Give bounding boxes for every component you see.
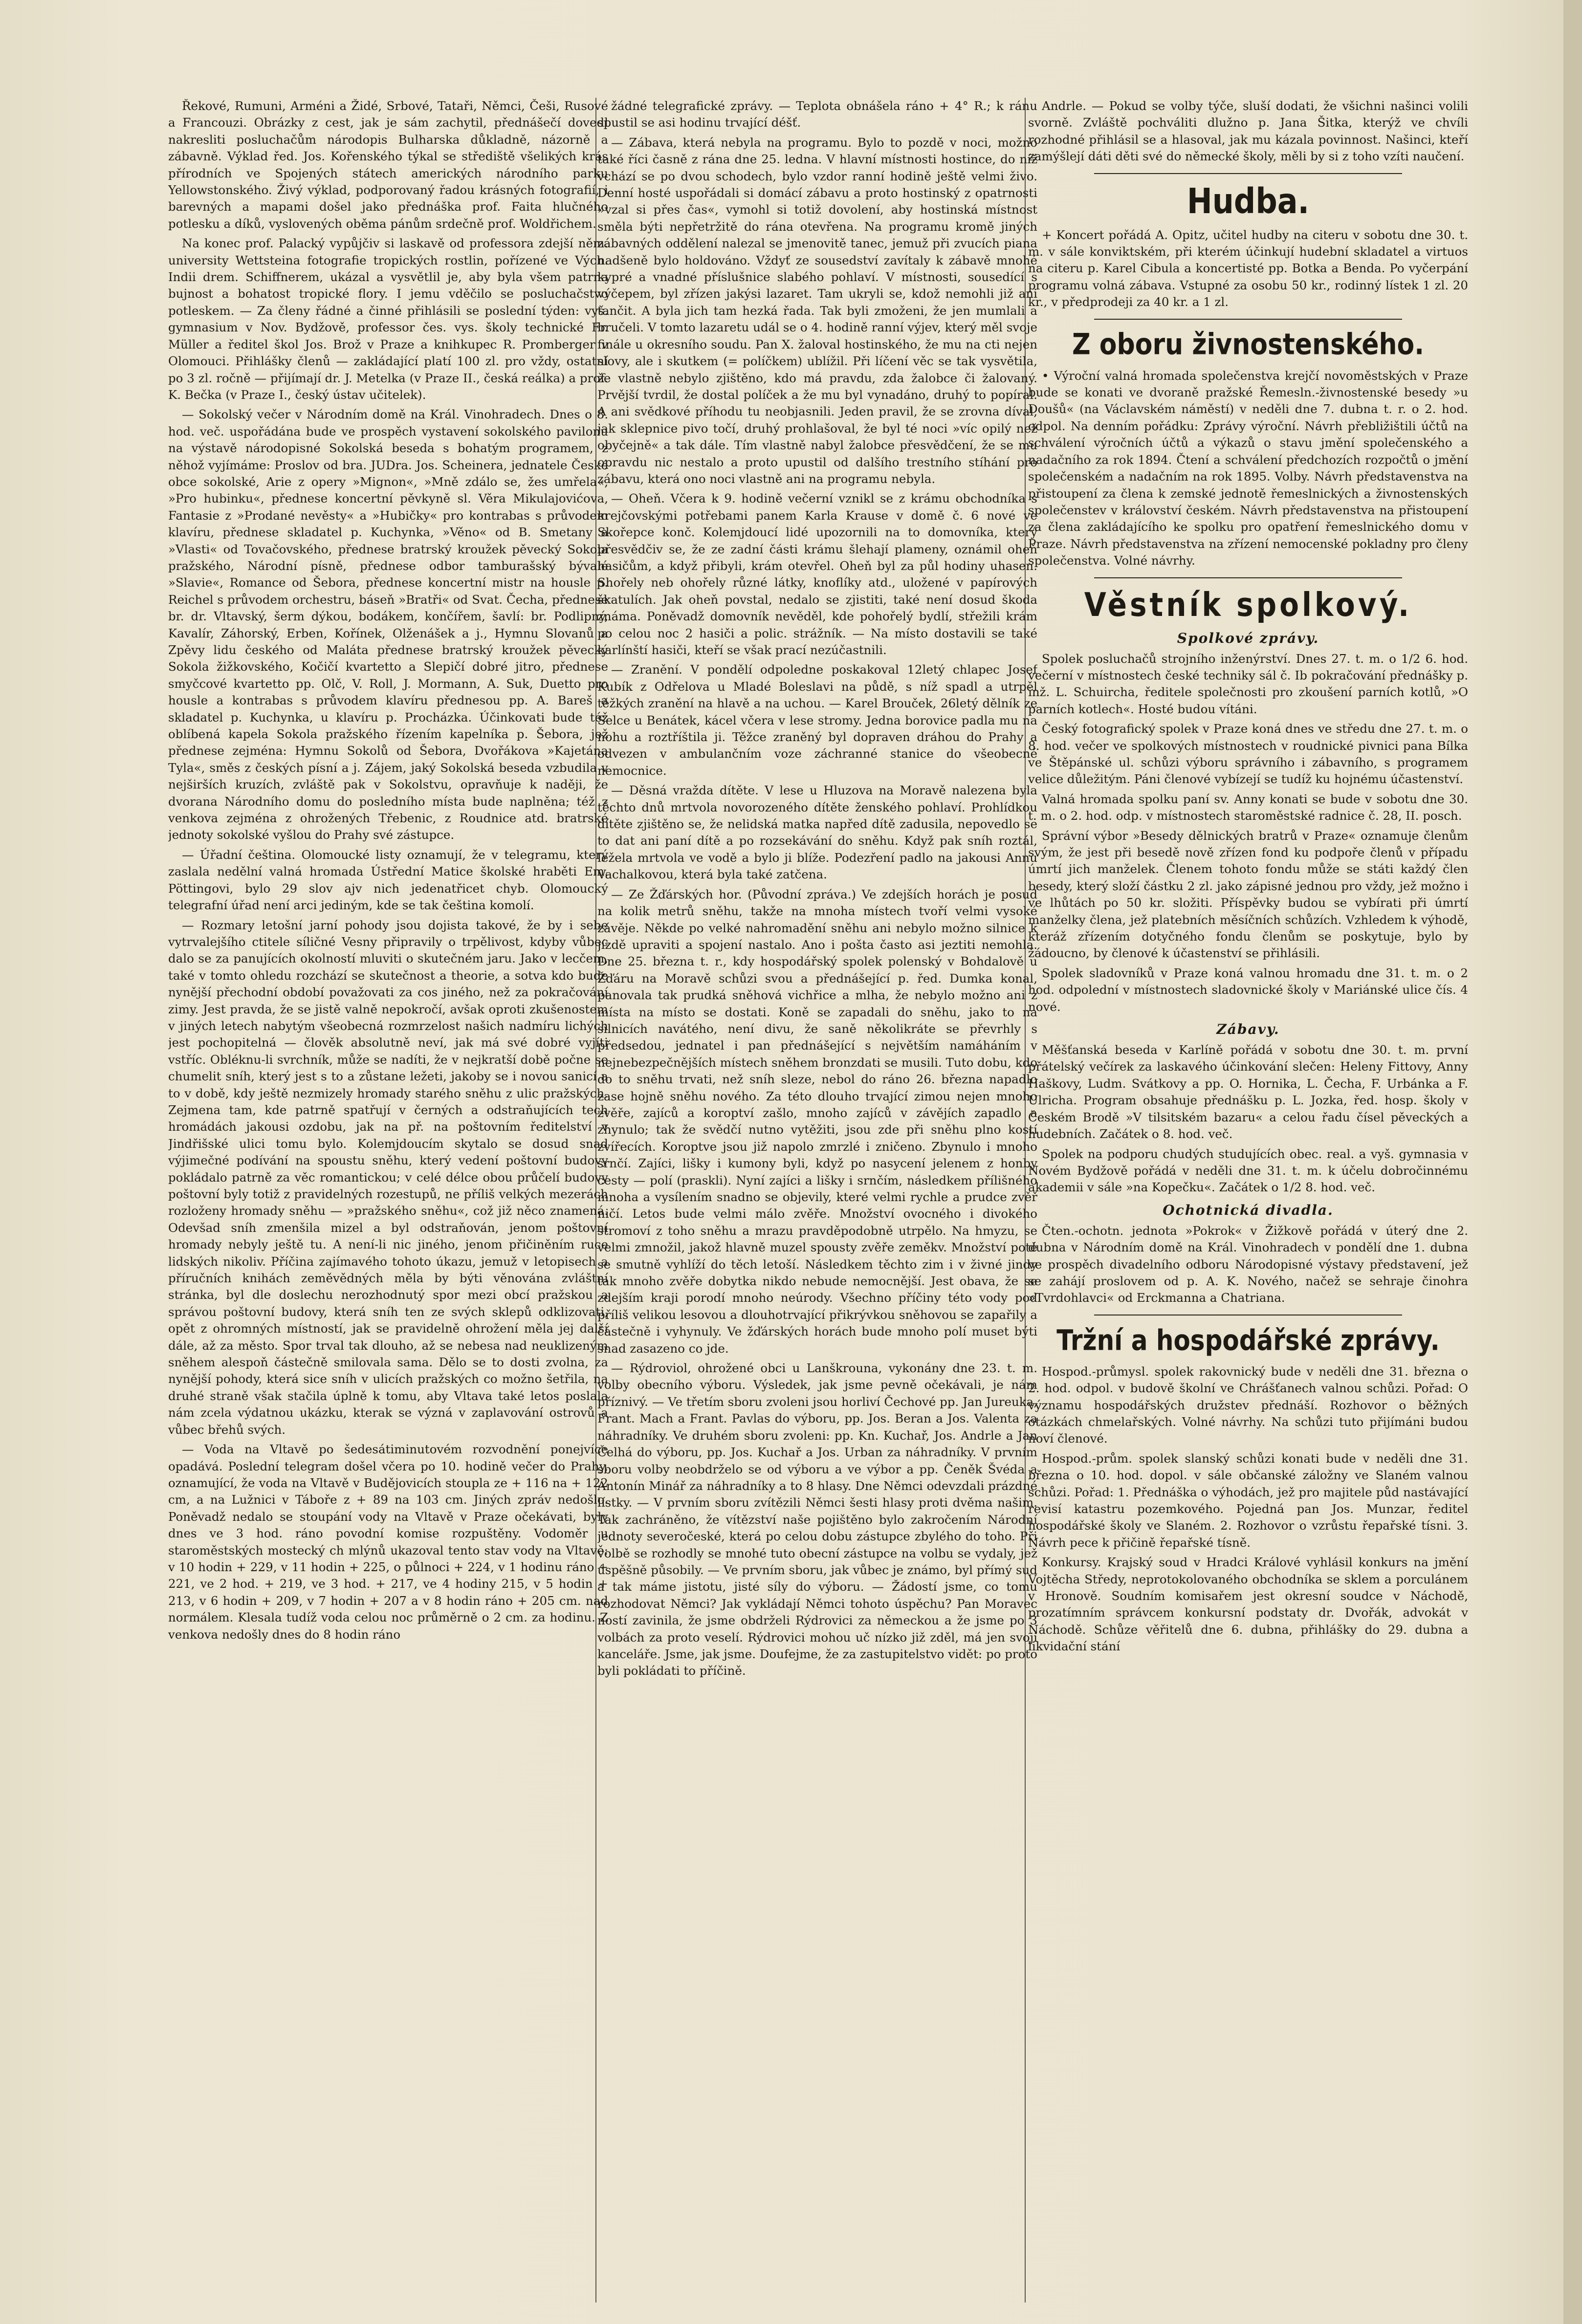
column-right — [1028, 98, 1468, 2298]
article-official-czech: — Úřadní čeština. Olomoucké listy oznamují, že v telegramu, který zaslala nedělní valná hromada Ústřední Matice školské hraběti Em. Pöttingovi, bylo 29 slov ajv nich jedenatřicet chyb. Olomoucký telegrafní úřad není arci jediným, kde se tak čeština komolí. — [168, 847, 608, 913]
article-tailors-assembly: • Výroční valná hromada společenstva krejčí novoměstských v Praze bude se konati ve dvoraně pražské Řemesln.-živnostenské besedy »u Doušů« (na Václavském náměstí) v neděli dne 7. dubna t. r. o 2. hod. odpol. Na denním pořádku: Zprávy výroční. Návrh přebližištili účtů na schválení výročních účtů a výkazů o stavu jmění společenského a nadačního za rok 1894. Čtení a schválení předchozích rozpočtů o jmění společenském a nadačním na rok 1895. Volby. Návrh představenstva na přistoupení za člena k zemské jednotě řemeslnických a živnostenských společenstev v království českém. Návrh představenstva na přistoupení za člena zakládajícího ke spolku pro opatření řemeslnického domu v Praze. Návrh představenstva na zřízení nemocenské pokladny pro členy společenstva. Volné návrhy. — [1028, 368, 1468, 568]
club-notice: Spolek sladovníků v Praze koná valnou hromadu dne 31. t. m. o 2 hod. odpolední v místnostech sladovnické školy v Mariánské ulice čís. 4 nové. — [1028, 965, 1468, 1014]
market-notice: Hospod.-průmysl. spolek rakovnický bude v neděli dne 31. března o 2. hod. odpol. v budově školní ve Chrášťanech valnou schůzi. Pořad: O významu hospodářských družstev přednáší. Rozhovor o běžných otázkách chmelařských. Volné návrhy. Na schůzi tuto přijímáni budou noví členové. — [1028, 1364, 1468, 1446]
subheading-amateur-theatres: Ochotnická divadla. — [1163, 1202, 1334, 1218]
column-middle — [597, 98, 1037, 2298]
entertainment-notice: Spolek na podporu chudých studujících obec. real. a vyš. gymnasia v Novém Bydžově pořádá v neděli dne 31. t. m. k účelu dobročinnému akademii v sále »na Kopečku«. Začátek o 1/2 8. hod. več. — [1028, 1146, 1468, 1195]
article-child-murder: — Děsná vražda dítěte. V lese u Hluzova na Moravě nalezena byla těchto dnů mrtvola novorozeného dítěte ženského pohlaví. Prohlídkou dítěte zjištěno se, že nelidská matka napřed dítě zadusila, nepovedlo se to dat ani paní dítě a po rozsekávání do sněhu. Když pak sníh roztál, ležela mrtvola ve vodě a bylo ji blíže. Podezření padlo na jakousi Annu Vachalkovou, která byla také zatčena. — [597, 783, 1037, 882]
article-paragraph: žádné telegrafické zprávy. — Teplota obnášela ráno + 4° R.; k ránu spustil se asi hodinu trvající déšť. — [597, 99, 1037, 130]
column-left — [168, 98, 608, 2298]
article-spring-weather: — Rozmary letošní jarní pohody jsou dojista takové, že by i sebe vytrvalejšího ctitele síličné Vesny připravily o trpělivost, kdyby vůbec dalo se za panujících okolností mluviti o skutečném jaru. Jako v lecčem, také v tomto ohledu rozchází se skutečnost a theorie, a sotva kdo bude nynější přechodní období považovati za cos jiného, než za pokračování zimy. Jest pravda, že se jistě valně nepokročí, avšak oproti zkušenostem v jiných letech nabytým všeobecná rozmrzelost našich nadmíru lichých jest pochopitelná — člověk absolutně neví, jak má své dobré vyjíti vstříc. Obléknu-li svrchník, může se nadíti, že v nejkratší době počne se chumelit sníh, který jest s to a zůstane ležeti, jakoby se i novou sanicí a to v době, kdy ještě nezmizely hromady starého sněhu z ulic pražských. Zejmena tam, kde patrně spatřují v černých a odstraňujících tech hromádách jakousi ozdobu, jak na př. na poštovním ředitelství v Jindřišské ulici tomu bylo. Kolemjdoucím skytalo se dosud snad výjimečné podívání na spoustu sněhu, který vedení poštovní budovy pokládalo patrně za věc romantickou; v celé délce obou průčelí budovy poštovní byly totiž z pravidelných rozestupů, ne příliš velkých mezerách rozloženy hromady sněhu — »pražského sněhu«, což již něco znamená. Odevšad sníh zmenšila mizel a byl odstraňován, jenom poštovní hromady nebyly ještě tu. A není-li nic jiného, jenom přičiněním ruce lidských nikoliv. Příčina zajímavého tohoto úkazu, jemuž v letopisech a příručních knihách zeměvědných měla by býti věnována zvláštní stránka, byl dle doslechu nerozhodnutý spor mezi obcí pražskou a správou poštovní budovy, která sníh ten ze svých sklepů odklizovati, opět z ohromných místností, jak se pravidelně ohrožení měla jej další dále, až za město. Spor trval tak dlouho, až se nebesa nad neuklizeným sněhem alespoň částečně smilovala sama. Dělo se to dosti zvolna, za nynější pohody, která sice sníh v ulicích pražských co možno šetřila, na druhé straně však stačila úplně k tomu, aby Vltava také letos poslala nám zcela výdatnou ukázku, kterak se význá v zaplavování ostrovů a vůbec břehů svých. — [168, 918, 608, 1437]
market-notice: Konkursy. Krajský soud v Hradci Králové vyhlásil konkurs na jmění Vojtěcha Středy, neprotokolovaného obchodníka se sklem a porculánem v Hronově. Soudním komisařem jest okresní soudce v Náchodě, prozatímním správcem konkursní podstaty dr. Dvořák, advokát v Náchodě. Schůze věřitelů dne 6. dubna, přihlášky do 29. dubna a likvidační stání — [1028, 1555, 1468, 1654]
article-paragraph: Řekové, Rumuni, Arméni a Židé, Srbové, Tataři, Němci, Češi, Rusové a Francouzi. Obrázky z cest, jak je sám zachytil, přednášečí dovedl nakresliti posluchačům národopis Bulharska důkladně, názorně a zábavně. Výklad řed. Jos. Kořenského týkal se střediště všelikých krás přírodních ve Spojených státech amerických národního parku Yellowstonského. Živý výklad, podporovaný řadou krásných fotografií, i barevných a mapami došel jako přednáška prof. Faita hlučného potlesku a díků, vyslovených oběma pánům srdečně prof. Woldřichem. — [168, 99, 608, 231]
market-notice: Hospod.-prům. spolek slanský schůzi konati bude v neděli dne 31. března o 10. hod. dopol. v sále občanské záložny ve Slaném valnou schůzi. Pořad: 1. Přednáška o výhodách, jež pro majitele půd nastávající revisí katastru pozemkového. Pojedná pan Jos. Munzar, ředitel hospodářské školy ve Slaném. 2. Rozhovor o vzrůstu řepařské tísni. 3. Návrh pece k přičině řepařské tísně. — [1028, 1451, 1468, 1550]
article-zdar-mountains: — Ze Žďárských hor. (Původní zpráva.) Ve zdejších horách je posud na kolik metrů sněhu, takže na mnoha místech tvoří velmi vysoké závěje. Někde po velké nahromadění sněhu ani nebylo možno silnice k jízdě upraviti a spojení nastalo. Ano i pošta často asi jeztiti nemohla. Dne 25. března t. r., kdy hospodářský spolek polenský v Bohdalově u Žďáru na Moravě schůzi svou a přednášející p. řed. Dumka konal, panovala tak prudká sněhová vichřice a mlha, že nebylo možno ani z místa na místo se dostati. Koně se zapadali do sněhu, jako to na silnicích navátého, není divu, že saně několikráte se převrhly s předsedou, jednatel i pan přednášející s největším namáháním v nejnebezpečnějších místech sněhem bronzdati se musili. Tuto dobu, kdo do to sněhu trvati, než sníh sleze, nebol do ráno 26. března napadlo zase hojně sněhu nového. Za této dlouho trvající zimou nejen mnoho zvěře, zajíců a koroptví zašlo, mnoho zajíců v závějích zapadlo a zhynulo; tak že svědčí nutno vytěžiti, jsou zde při sněhu plno kostí zvířecích. Koroptve jsou již napolo zmrzlé i zničeno. Zbynulo i mnoho srnčí. Zajíci, lišky i kumony byli, když po nasycení jelenem z honby cesty — polí (praskli). Nyní zajíci a lišky i srnčím, následkem přílišného mnoha a vysílením snadno se objevily, které velmi rychle a prudce zvěř ničí. Letos bude velmi málo zvěře. Množství ovocného i divokého stromoví z toho sněhu a mrazu pravděpodobně utrpělo. Na hmyzu, se velmi zmnožil, jakož hlavně muzel spousty zvěře zeměkv. Množství poté se smutně vyhlíží do těch letoší. Následkem těchto zim i v živné jindy tak mnoho zvěře dobytka nikdo nebude nemocnější. Jest obava, že se zdejším kraji porodí mnoho neúrody. Všechno příčiny této vody pod příliš velikou lesovou a dlouhotrvající přikrývkou sněhovou se zapařily a částečně i vyhynuly. Ve žďárských horách bude mnoho polí muset býti snad zasazeno co jde. — [597, 887, 1037, 1356]
section-heading-clubs: Věstník spolkový. — [1084, 585, 1412, 624]
subheading-club-news: Spolkové zprávy. — [1177, 630, 1319, 646]
subheading-entertainments: Zábavy. — [1216, 1021, 1280, 1038]
section-divider — [1094, 577, 1402, 578]
article-rydroviol-elections: — Rýdroviol, ohrožené obci u Lanškrouna, vykonány dne 23. t. m. volby obecního výboru. Výsledek, jak jsme pevně očekávali, je nám příznivý. — Ve třetím sboru zvoleni jsou horliví Čechové pp. Jan Jureuka, Frant. Mach a Frant. Pavlas do výboru, pp. Jos. Beran a Jos. Valenta za náhradníky. Ve druhém sboru zvoleni: pp. Kn. Kuchař, Jos. Andrle a Jan Čelhá do výboru, pp. Jos. Kuchař a Jos. Urban za náhradníky. V prvním sboru volby neobdrželo se od výboru a ve výbor a pp. Čeněk Švéda a Antonín Minář za náhradníky a to 8 hlasy. Dne Němci odevzdali prázdné lístky. — V prvním sboru zvítězili Němci šesti hlasy proti dvěma našim. Tak zachráněno, že vítězství naše pojištěno bylo zakročením Národní jednoty severočeské, která po celou dobu zástupce zbylého do toho. Při volbě se rozhodly se mnohé tuto obecní zástupce na volbu se vydaly, jež úspěšně působily. — Ve prvním sboru, jak vůbec je známo, byl přímý sud a tak máme jistotu, jisté síly do výboru. — Žádostí jsme, co tomu rozhodovat Němci? Jak vykládají Němci tohoto úspěchu? Pan Moravec ností zavinila, že jsme obdrželi Rýdrovici za německou a že jsme po 3 volbách za proto veselí. Rýdrovici mohou uč nízko již zděl, má jen svoji kanceláře. Jsme, jak jsme. Doufejme, že za zastupitelstvo vidět: po proto byli pokládati to příčině. — [597, 1361, 1037, 1678]
entertainment-notice: Měšťanská beseda v Karlíně pořádá v sobotu dne 30. t. m. první přátelský večírek za laskavého účinkování slečen: Heleny Fittovy, Anny Haškovy, Ludm. Svátkovy a pp. O. Hornika, L. Čecha, F. Urbánka a F. Ulricha. Program obsahuje přednášku p. L. Jozka, řed. hosp. školy v Českém Brodě »V tilsitském bazaru« a celou řadu čísel pěveckých a hudebních. Začátek o 8. hod. več. — [1028, 1043, 1468, 1141]
club-notice: Valná hromada spolku paní sv. Anny konati se bude v sobotu dne 30. t. m. o 2. hod. odp. v místnostech staroměstské radnice č. 28, II. posch. — [1028, 791, 1468, 823]
article-injuries: — Zranění. V pondělí odpoledne poskakoval 12letý chlapec Josef Kubík z Odřelova u Mladé Boleslavi na půdě, s níž spadl a utrpěl těžkých zranění na hlavě a na uchou. — Karel Brouček, 26letý dělník ze Selce u Benátek, kácel včera v lese stromy. Jedna borovice padla mu na nohu a roztříštila ji. Těžce zraněný byl dopraven dráhou do Prahy a odvezen v ambulančním voze záchranné stanice do všeobecné nemocnice. — [597, 662, 1037, 778]
section-heading-trade: Z oboru živnostenského. — [1072, 328, 1424, 362]
article-paragraph: Na konec prof. Palacký vypůjčiv si laskavě od professora zdejší něm. university Wettsteina fotografie tropických rostlin, pořízené ve Vých. Indii drem. Schiffnerem, ukázal a vysvětlil je, aby byla všem patrna bujnost a bohatost tropické flory. I jemu vděčilo se posluchačstvo potleskem. — Za členy řádné a činné přihlásili se poslední týden: vyš. gymnasium v Nov. Bydžově, professor čes. vys. školy technické Fr. Müller a ředitel škol Jos. Brož v Praze a knihkupec R. Promberger v Olomouci. Přihlášky členů — zakládající platí 100 zl. pro vždy, ostatní po 3 zl. ročně — přijímají dr. J. Metelka (v Praze II., česká reálka) a prof. K. Bečka (v Praze I., český ústav učitelek). — [168, 236, 608, 402]
theatre-notice: Čten.-ochotn. jednota »Pokrok« v Žižkově pořádá v úterý dne 2. dubna v Národním domě na Král. Vinohradech v pondělí dne 1. dubna ve prospěch divadelního odboru Národopisné výstavy představení, jež se zahájí proslovem od p. A. K. Nového, načež se sehraje činohra »Tvrdohlavci« od Erckmanna a Chatriana. — [1028, 1223, 1468, 1305]
club-notice: Spolek posluchačů strojního inženýrství. Dnes 27. t. m. o 1/2 6. hod. večerní v místnostech české techniky sál č. Ib pokračování přednášky p. inž. L. Schuircha, ředitele společnosti pro zkoušení parních kotlů, »O parních kotlech«. Hosté budou vítáni. — [1028, 651, 1468, 716]
section-divider — [1094, 173, 1402, 174]
section-divider — [1094, 319, 1402, 320]
article-vltava-water: — Voda na Vltavě po šedesátiminutovém rozvodnění ponejvíce opadává. Poslední telegram došel včera po 10. hodině večer do Prahy, oznamující, že voda na Vltavě v Budějovicích stoupla ze + 116 na + 122 cm, a na Lužnici v Táboře z + 89 na 103 cm. Jiných zpráv nedošlo. Poněvadž nedalo se stoupání vody na Vltavě v Praze očekávati, byly dnes ve 3 hod. ráno povodní komise rozpuštěny. Vodoměr u staroměstských mostecký ch mlýnů ukazoval tento stav vody na Vltavě: v 10 hodin + 229, v 11 hodin + 225, o půlnoci + 224, v 1 hodinu ráno + 221, ve 2 hod. + 219, ve 3 hod. + 217, ve 4 hodiny 215, v 5 hodin + 213, v 6 hodin + 209, v 7 hodin + 207 a v 8 hodin ráno + 205 cm. nad normálem. Klesala tudíž voda celou noc průměrně o 2 cm. za hodinu. Z venkova nedošly dnes do 8 hodin ráno — [168, 1442, 608, 1642]
club-notice: Český fotografický spolek v Praze koná dnes ve středu dne 27. t. m. o 8. hod. večer ve spolkových místnostech v roudnické pivnici pana Bílka ve Štěpánské ul. schůzi výboru správního i zábavního, s programem velice důležitým. Páni členové vybízejí se tudíž ku hojnému účastenství. — [1028, 722, 1468, 787]
article-concert: + Koncert pořádá A. Opitz, učitel hudby na citeru v sobotu dne 30. t. m. v sále konviktském, při kterém účinkují hudební skladatel a virtuos na citeru p. Karel Cibula a koncertisté pp. Botka a Benda. Po vyčerpání programu volná zábava. Vstupné za osobu 50 kr., rodinný lístek 1 zl. 20 kr., v předprodeji za 40 kr. a 1 zl. — [1028, 227, 1468, 309]
article-sokol-evening: — Sokolský večer v Národním domě na Král. Vinohradech. Dnes o 8. hod. več. uspořádána bude ve prospěch vystavení sokolského pavilonu na výstavě národopisné Sokolská beseda s bohatým programem, z něhož vyjímáme: Proslov od bra. JUDra. Jos. Scheinera, jednatele České obce sokolské, Arie z opery »Mignon«, »Mně zdálo se, žes umřela«, »Pro hubinku«, přednese koncertní pěvkyně sl. Věra Mikulajovićova, Fantasie z »Prodané nevěsty« a »Hubičky« pro kontrabas s průvodem klavíru, přednese skladatel p. Kuchynka, »Věno« od B. Smetany a »Vlasti« od Tovačovského, přednese bratrský kroužek pěvecký Sokola pražského, Národní písně, přednese odbor tamburašský bývalé »Slavie«, Romance od Šebora, přednese koncertní mistr na housle p. Reichel s průvodem orchestru, báseň »Bratři« od Svat. Čecha, přednese br. dr. Vltavský, šerm dýkou, bodákem, končířem, šavlí: br. Podlipný, Kavalír, Záhorský, Erben, Kořínek, Olženášek a j., Hymnu Slovanů a Zpěvy lidu českého od Maláta přednese bratrský kroužek pěvecký Sokola žižkovského, Kočičí kvartetto a Slepičí dobré jitro, přednese smyčcové kvartetto pp. Olč, V. Roll, J. Mormann, A. Suk, Duetto pro housle a kontrabas s průvodem klavíru přednesou pp. A. Bareš a skladatel p. Kuchynka, u klavíru p. Procházka. Účinkovati bude též oblíbená kapela Sokola pražského řízením kapelníka p. Šebora, jež přednese zejména: Hymnu Sokolů od Šebora, Dvořákova »Kajetána Tyla«, směs z českých písní a j. Zájem, jaký Sokolská beseda vzbudila v nejširších kruzích, zvláště pak v Sokolstvu, opravňuje k naději, že dvorana Národního domu do posledního místa bude naplněna; též z venkova zejména z ohrožených Třebenic, z Roudnice atd. bratrské jednoty sokolské vyšlou do Prahy své zástupce. — [168, 407, 608, 842]
section-heading-music: Hudba. — [1186, 180, 1310, 222]
article-entertainment: — Zábava, která nebyla na programu. Bylo to pozdě v noci, možno také říci časně z rána dne 25. ledna. V hlavní místnosti hostince, do níž vchází se po dvou schodech, bylo vzdor ranní hodině ještě velmi živo. Denní hosté uspořádali si domácí zábavu a proto hostinský z opatrnosti »vzal si přes čas«, vymohl si totiž dovolení, aby hostinská místnost směla býti nepřetržitě do rána otevřena. Na programu kromě jiných zábavných oddělení nalezal se jmenovitě tanec, jemuž při zvucích piana nadšeně bylo holdováno. Vždyť ze sousedství zavítaly k zábavě mnohé kypré a vnadné příslušnice slabého pohlaví. V místnosti, sousedící s výčepem, byl zřízen jakýsi lazaret. Tam ukryli se, kdož nemohli již ani tančit. A byla jich tam hezká řada. Tak byli zmoženi, že jen mumlali a bručeli. V tomto lazaretu udál se o 4. hodině ranní výjev, který měl svoje finále u okresního soudu. Pan X. žaloval hostinského, že mu na cti nejen slovy, ale i skutkem (= políčkem) ublížil. Při líčení věc se tak vysvětila, že vlastně nebylo zjištěno, kdo má pravdu, zda žalobce či žalovaný. Prvější tvrdil, že dostal políček a že mu byl vynadáno, druhý to popíral. A ani svědkové příhodu tu neobjasnili. Jeden pravil, že se zrovna díval, jak sklepnice pivo točí, druhý prohlašoval, že byl té noci »víc opilý než obyčejně« a tak dále. Tím vlastně nabyl žalobce přesvědčení, že se mu opravdu nic nestalo a proto upustil od dalšího trestního stíhání pro zábavu, která ono noci vlastně ani na programu nebyla. — [597, 135, 1037, 486]
club-notice: Správní výbor »Besedy dělnických bratrů v Praze« oznamuje členům svým, že jest při besedě nově zřízen fond ku podpoře členů v případu úmrtí jich manželek. Členem tohoto fondu může se státi každý člen besedy, který složí částku 2 zl. jako zápisné jednou pro vždy, jež možno i ve lhůtách po 50 kr. složiti. Příspěvky budou se vybírati při úmrtí manželky člena, jež platebních měsíčních schůzích. Vzhledem k výhodě, kteráž zřízením dotyčného fondu členům se poskytuje, bylo by žádoucno, by členové k účastenství se přihlásili. — [1028, 828, 1468, 961]
article-paragraph: Andrle. — Pokud se volby týče, sluší dodati, že všichni našinci volili svorně. Zvláště pochváliti dlužno p. Jana Šitka, kterýž ve chvíli rozhodné přihlásil se a hlasoval, jak mu kázala povinnost. Našinci, kteří zamýšlejí dáti děti své do německé školy, měli by si z toho vzíti naučení. — [1028, 99, 1468, 164]
page-edge — [1563, 0, 1582, 2324]
article-fire: — Oheň. Včera k 9. hodině večerní vznikl se z krámu obchodníka s krejčovskými potřebami panem Karla Krause v domě č. 6 nové ve Skořepce konč. Kolemjdoucí lidé upozornili na to domovníka, který přesvědčiv se, že ze zadní části krámu šlehají plameny, oznámil oheň hasičům, a když přibyli, krám otevřel. Oheň byl za půl hodiny uhasen. Shořely neb ohořely různé látky, knoflíky atd., uložené v papírových škatulích. Jak oheň povstal, nedalo se zjistiti, také není dosud škoda známa. Poněvadž domovník nevěděl, kde pohořelý bydlí, střežili krám po celou noc 2 hasiči a polic. strážník. — Na místo dostavili se také karlínští hasiči, kteří se však prací nezúčastnili. — [597, 491, 1037, 657]
section-heading-market: Tržní a hospodářské zprávy. — [1056, 1324, 1440, 1357]
